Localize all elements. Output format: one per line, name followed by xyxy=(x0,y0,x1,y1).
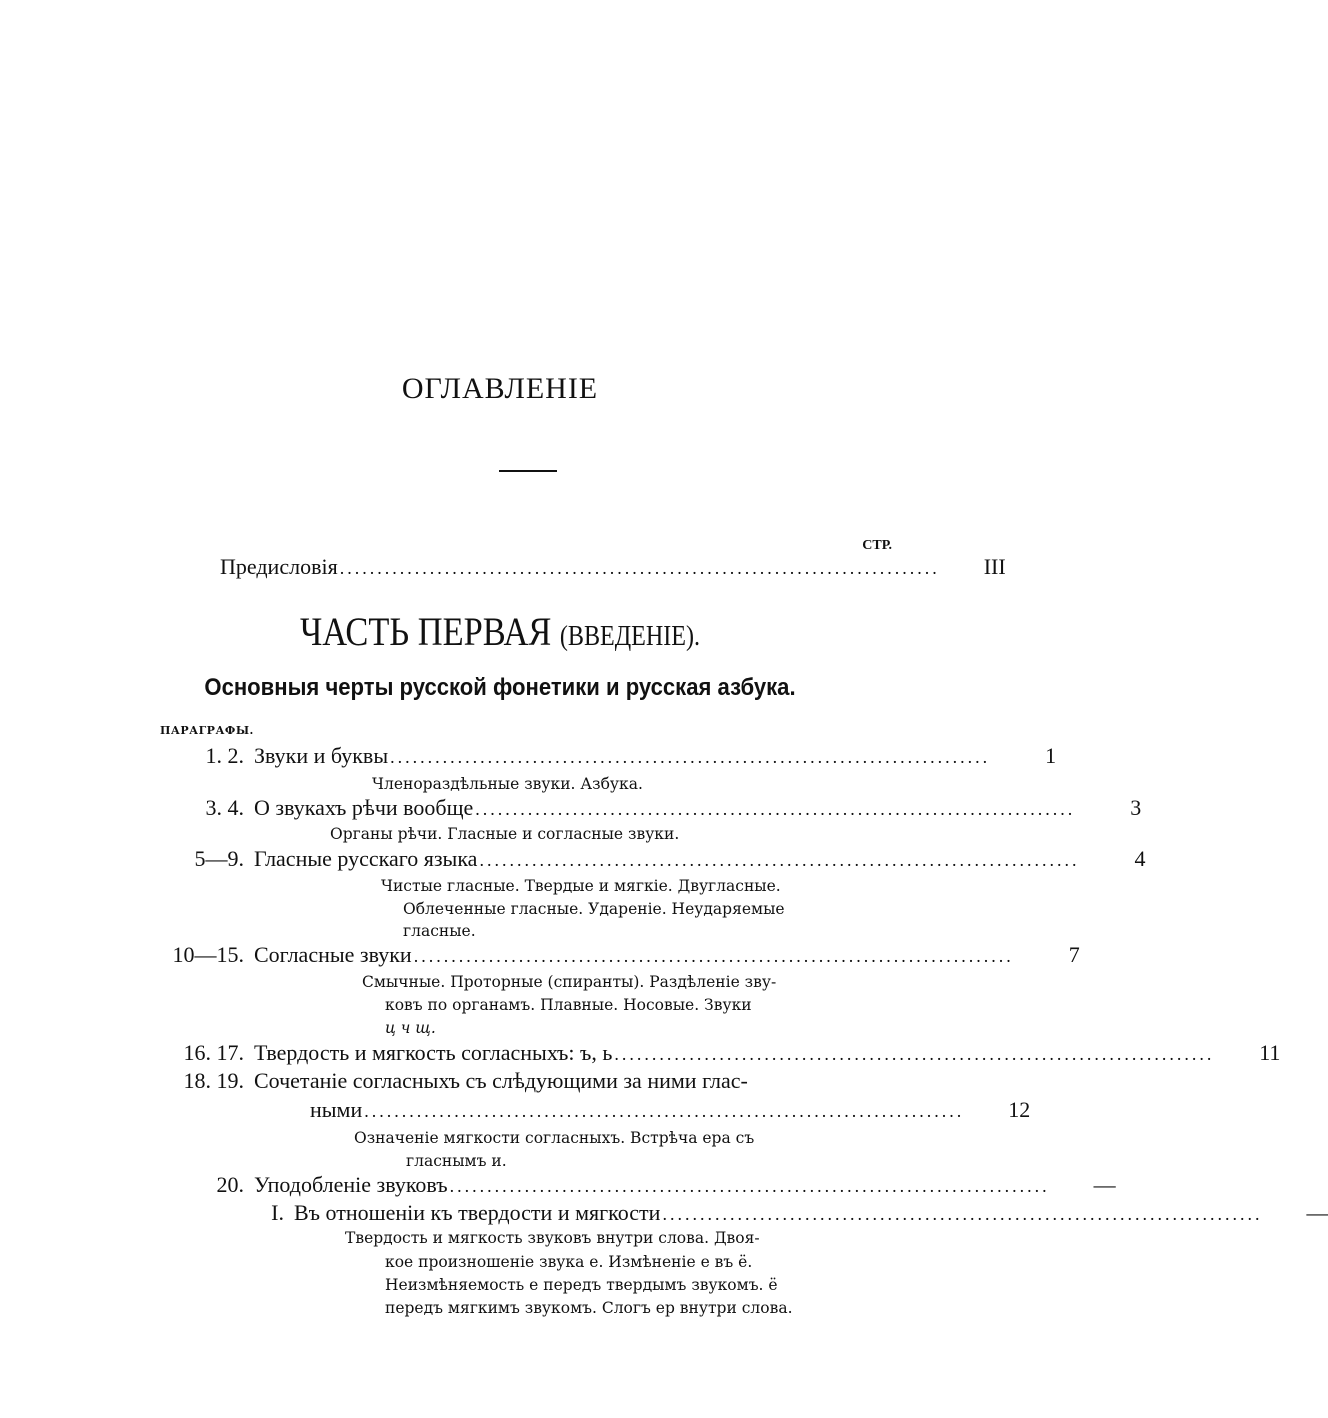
toc-page: 4 xyxy=(1134,846,1146,871)
toc-entry[interactable] xyxy=(160,795,1142,821)
leader-dots: ................................................................................ xyxy=(449,1176,1050,1196)
toc-label: Звуки и буквы xyxy=(254,743,389,768)
leader-dots: ................................................................................ xyxy=(390,747,991,767)
toc-description: ковъ по органамъ. Плавные. Носовые. Звуки xyxy=(385,996,752,1014)
page-column-header: СТР. xyxy=(862,538,892,553)
part-title: ЧАСТЬ ПЕРВАЯ xyxy=(299,609,552,654)
toc-label: Предисловія xyxy=(220,554,338,579)
toc-label: О звукахъ рѣчи вообще xyxy=(254,795,474,820)
toc-page: 1 xyxy=(1045,743,1057,768)
leader-dots: ................................................................................ xyxy=(662,1204,1263,1224)
toc-label: Уподобленіе звуковъ xyxy=(254,1172,448,1197)
toc-description: кое произношеніе звука е. Измѣненіе е въ ё. xyxy=(385,1253,753,1271)
toc-label: ными xyxy=(310,1097,363,1122)
toc-label: Согласные звуки xyxy=(254,942,412,967)
toc-description: Твердость и мягкость звуковъ внутри слова. Двоя- xyxy=(345,1229,760,1247)
section-title: Основныя черты русской фонетики и русская азбука. xyxy=(204,674,796,701)
toc-page: 7 xyxy=(1068,942,1080,967)
toc-page: — xyxy=(1093,1172,1116,1197)
leader-dots: ................................................................................ xyxy=(475,799,1076,819)
toc-entry[interactable] xyxy=(160,743,1057,769)
toc-label: Гласные русскаго языка xyxy=(254,846,478,871)
toc-number: 18. 19. xyxy=(183,1068,244,1093)
leader-dots: ................................................................................ xyxy=(339,558,940,578)
title-rule xyxy=(499,470,557,472)
toc-entry[interactable] xyxy=(160,942,1080,968)
leader-dots: ................................................................................ xyxy=(413,946,1014,966)
toc-entry[interactable] xyxy=(160,1172,1116,1198)
toc-page: III xyxy=(983,554,1006,579)
toc-description xyxy=(385,1016,436,1040)
toc-description: гласные. xyxy=(403,922,476,940)
toc-number: 16. 17. xyxy=(183,1040,244,1065)
toc-description: Неизмѣняемость е передъ твердымъ звукомъ. ё xyxy=(385,1276,778,1294)
toc-page: 11 xyxy=(1259,1040,1281,1065)
toc-number: 20. xyxy=(216,1172,244,1197)
toc-description: передъ мягкимъ звукомъ. Слогъ ер внутри слова. xyxy=(385,1299,793,1317)
paragraphs-label: ПАРАГРАФЫ. xyxy=(160,724,254,737)
toc-page: 12 xyxy=(1008,1097,1031,1122)
page-title: ОГЛАВЛЕНІЕ xyxy=(401,372,599,405)
toc-description: Облеченные гласные. Удареніе. Неударяемые xyxy=(403,900,785,918)
toc-description: Чистые гласные. Твердые и мягкіе. Двугласные. xyxy=(381,877,781,895)
toc-label: Твердость и мягкость согласныхъ: ъ, ь xyxy=(254,1040,613,1065)
toc-description: Органы рѣчи. Гласные и согласные звуки. xyxy=(330,825,680,843)
toc-page: 3 xyxy=(1130,795,1142,820)
toc-label: Въ отношеніи къ твердости и мягкости xyxy=(294,1200,661,1225)
leader-dots: ................................................................................ xyxy=(479,850,1080,870)
toc-number: 3. 4. xyxy=(205,795,244,820)
toc-description: Означеніе мягкости согласныхъ. Встрѣча ера съ xyxy=(354,1129,755,1147)
toc-description: гласнымъ и. xyxy=(406,1152,507,1170)
part-heading xyxy=(70,608,930,655)
toc-description: Смычные. Проторные (спиранты). Раздѣленіе зву- xyxy=(362,973,777,991)
toc-number: I. xyxy=(271,1200,284,1225)
toc-entry[interactable] xyxy=(160,1040,1281,1066)
toc-number: 1. 2. xyxy=(205,743,244,768)
toc-entry[interactable] xyxy=(244,1200,1328,1226)
toc-number: 10—15. xyxy=(172,942,244,967)
toc-description: Членораздѣльные звуки. Азбука. xyxy=(372,775,643,793)
toc-label: Сочетаніе согласныхъ съ слѣдующими за ними глас- xyxy=(254,1068,748,1093)
toc-description-text: ц ч щ. xyxy=(385,1019,436,1037)
leader-dots: ................................................................................ xyxy=(364,1101,965,1121)
toc-number: 5—9. xyxy=(194,846,244,871)
toc-page: — xyxy=(1306,1200,1328,1225)
toc-entry[interactable] xyxy=(160,1068,892,1094)
leader-dots: ................................................................................ xyxy=(614,1044,1215,1064)
toc-entry-continuation[interactable] xyxy=(160,1097,1031,1123)
part-note: (ВВЕДЕНІЕ). xyxy=(559,621,701,652)
toc-preface[interactable] xyxy=(220,554,1006,580)
toc-entry[interactable] xyxy=(160,846,1146,872)
